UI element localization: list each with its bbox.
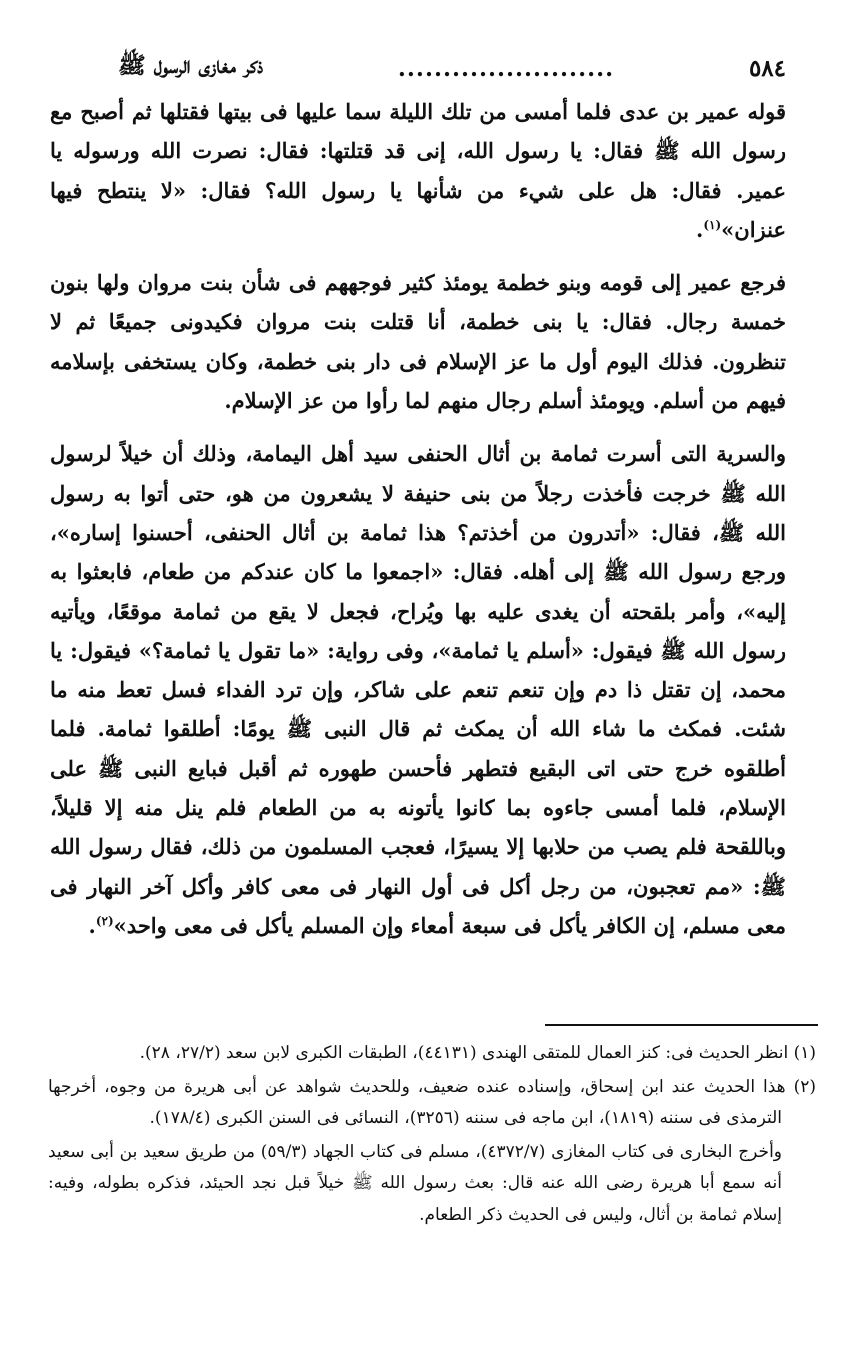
footnote-ref-2: (٢)	[95, 913, 114, 928]
paragraph-text: فرجع عمير إلى قومه وبنو خطمة يومئذ كثير فوجههم فى شأن بنت مروان ولها بنون خمسة رجال. فقال: يا بنى خطمة، أنا قتلت بنت مروان فكيدونى جميعًا ثم لا تنظرون. فذلك اليوم أول ما عز الإسلام فى دار بنى خطمة، وكان يستخفى بإسلامه فيهم من أسلم. ويومئذ أسلم رجال منهم لما رأوا من عز الإسلام.	[50, 270, 786, 414]
main-text	[50, 92, 786, 945]
footnote-separator	[545, 1024, 818, 1026]
footnote-text: وأخرج البخارى فى كتاب المغازى (٤٣٧٢/٧)، مسلم فى كتاب الجهاد (٥٩/٣) من طريق سعيد بن أبى سعيد أنه سمع أبا هريرة رضى الله عنه قال: بعث رسول الله ﷺ خيلاً قبل نجد الحيئد، فذكره بطوله، وفيه: إسلام ثمامة بن أثال، وليس فى الحديث ذكر الطعام.	[48, 1141, 783, 1225]
footnote-marker: (١)	[793, 1043, 816, 1063]
paragraph	[50, 92, 786, 249]
footnote-ref-1: (١)	[703, 217, 722, 232]
page-number: ٥٨٤	[748, 54, 786, 82]
footnote-marker: (٢)	[793, 1076, 817, 1097]
footnote-continuation	[48, 1137, 816, 1232]
sentence-end: .	[696, 216, 704, 242]
paragraph-text: والسرية التى أسرت ثمامة بن أثال الحنفى سيد أهل اليمامة، وذلك أن خيلاً لرسول الله ﷺ خرجت فأخذت رجلاً من بنى حنيفة لا يشعرون من هو، حتى أتوا به رسول الله ﷺ، فقال: «أتدرون من أخذتم؟ هذا ثمامة بن أثال الحنفى، أحسنوا إساره»، ورجع رسول الله ﷺ إلى أهله. فقال: «اجمعوا ما كان عندكم من طعام، فابعثوا به إليه»، وأمر بلقحته أن يغدى عليه بها ويُراح، فجعل لا يقع من ثمامة موقعًا، ويأتيه رسول الله ﷺ فيقول: «أسلم يا ثمامة»، وفى رواية: «ما تقول يا ثمامة؟» فيقول: يا محمد، إن تقتل ذا دم وإن تنعم تنعم على شاكر، وإن ترد الفداء فسل تعط منه ما شئت. فمكث ما شاء الله أن يمكث ثم قال النبى ﷺ يومًا: أطلقوا ثمامة. فلما أطلقوه خرج حتى اتى البقيع فتطهر فأحسن طهوره ثم أقبل فبايع النبى ﷺ على الإسلام، فلما أمسى جاءوه بما كانوا يأتونه به من الطعام فلم ينل منه إلا قليلاً، وباللقحة فلم يصب من حلابها إلا يسيرًا، فعجب المسلمون من ذلك، فقال رسول الله ﷺ: «مم تعجبون، من رجل أكل فى أول النهار فى معى كافر وأكل آخر النهار فى معى مسلم، إن الكافر يأكل فى سبعة أمعاء وإن المسلم يأكل فى معى واحد»	[50, 441, 786, 938]
sentence-end: .	[88, 912, 96, 938]
running-title: ذكر مغازى الرسول ﷺ	[118, 52, 264, 79]
paragraph	[50, 263, 786, 420]
header-dots: ........................	[397, 54, 615, 82]
footnote-text: انظر الحديث فى: كنز العمال للمتقى الهندى (٤٤١٣١)، الطبقات الكبرى لابن سعد (٢٧/٢، ٢٨).	[139, 1043, 789, 1063]
footnote	[48, 1072, 816, 1135]
footnote-text: هذا الحديث عند ابن إسحاق، وإسناده عنده ضعيف، وللحديث شواهد عن أبى هريرة من وجوه، أخرجها الترمذى فى سننه (١٨١٩)، ابن ماجه فى سننه (٣٢٥٦)، النسائى فى السنن الكبرى (١٧٨/٤).	[48, 1076, 786, 1128]
footnotes	[48, 1038, 816, 1233]
footnote	[48, 1038, 816, 1070]
paragraph-text: قوله عمير بن عدى فلما أمسى من تلك الليلة سما عليها فى بيتها فقتلها ثم أصبح مع رسول الله ﷺ فقال: يا رسول الله، إنى قد قتلتها: فقال: نصرت الله ورسوله يا عمير. فقال: هل على شيء من شأنها يا رسول الله؟ فقال: «لا ينتطح فيها عنزان»	[50, 99, 786, 242]
page-header	[118, 48, 786, 88]
paragraph	[50, 434, 786, 945]
